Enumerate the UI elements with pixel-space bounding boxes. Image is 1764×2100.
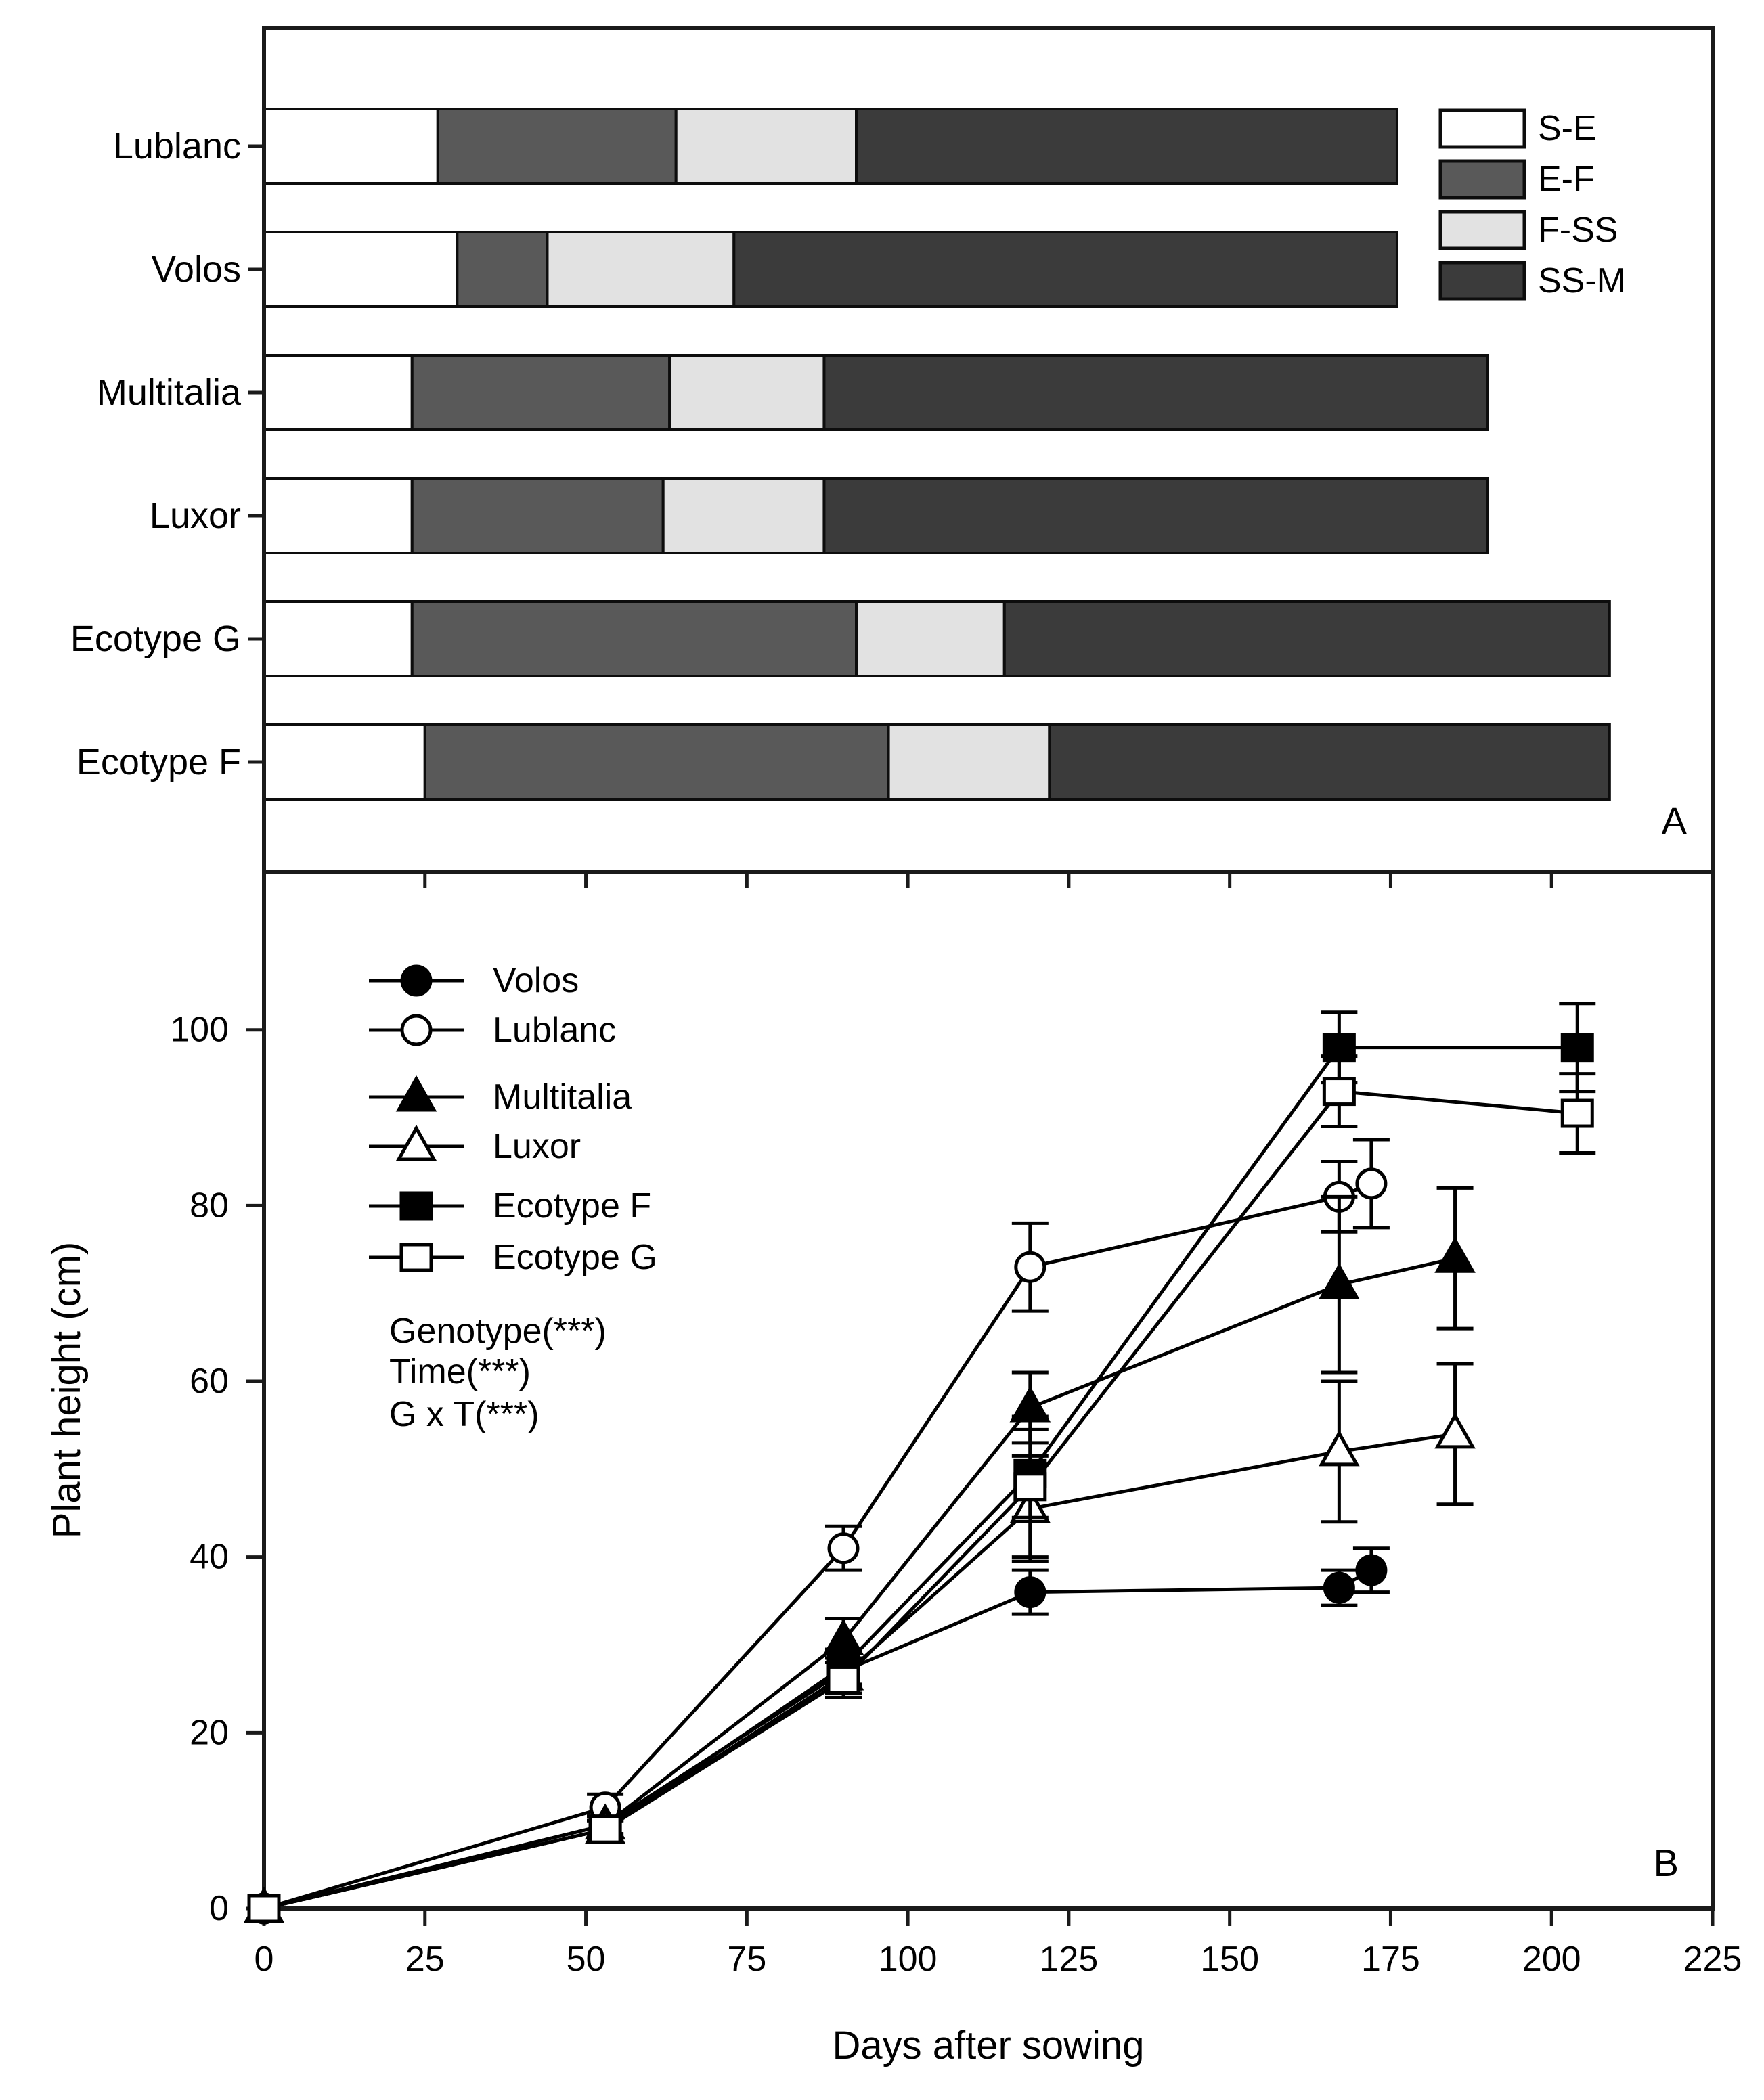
- legend-label: Ecotype F: [493, 1186, 652, 1226]
- panel-a-bar-multitalia: [264, 355, 1487, 430]
- stats-annotation: Genotype(***): [389, 1312, 607, 1351]
- data-point-marker-square-open: [590, 1816, 620, 1842]
- x-tick-label: 0: [254, 1940, 274, 1979]
- y-tick-label: 60: [190, 1362, 229, 1402]
- data-point-marker-triangle-open: [399, 1128, 434, 1159]
- series-luxor: [246, 1364, 1474, 1921]
- category-label: Multitalia: [96, 372, 241, 413]
- legend-swatch-f-ss: [1440, 212, 1524, 248]
- data-point-marker-square-open: [249, 1896, 279, 1921]
- x-tick-label: 225: [1683, 1940, 1742, 1979]
- x-tick-label: 200: [1522, 1940, 1581, 1979]
- y-tick-label: 20: [190, 1713, 229, 1753]
- legend-swatch-ss-m: [1440, 263, 1524, 299]
- legend-label: E-F: [1538, 160, 1595, 199]
- bar-segment-f-ss: [669, 355, 824, 430]
- legend-label: Luxor: [493, 1127, 581, 1166]
- bar-segment-e-f: [412, 602, 856, 676]
- panel-b-letter: B: [1653, 1841, 1679, 1884]
- x-tick-label: 125: [1039, 1940, 1099, 1979]
- panel-b-legend: [369, 961, 657, 1277]
- legend-row-lublanc: [369, 1010, 616, 1050]
- panel-b-annotations: [389, 1312, 607, 1434]
- bar-segment-e-f: [412, 478, 663, 553]
- panel-a: [70, 28, 1713, 888]
- bar-segment-e-f: [438, 109, 676, 183]
- category-label: Ecotype G: [70, 619, 241, 659]
- stats-annotation: Time(***): [389, 1352, 531, 1391]
- x-tick-label: 25: [405, 1940, 445, 1979]
- bar-segment-s-e: [264, 602, 412, 676]
- legend-row-multitalia: [369, 1077, 632, 1117]
- data-point-marker-circle-open: [402, 1016, 431, 1044]
- legend-row-volos: [369, 961, 579, 1000]
- stats-annotation: G x T(***): [389, 1395, 539, 1434]
- bar-segment-f-ss: [663, 478, 824, 553]
- bar-segment-e-f: [425, 725, 889, 799]
- y-tick-label: 100: [170, 1010, 229, 1050]
- data-point-marker-square-open: [1015, 1474, 1045, 1500]
- legend-row-luxor: [369, 1127, 581, 1166]
- y-tick-label: 0: [209, 1889, 229, 1928]
- legend-label: S-E: [1538, 109, 1597, 148]
- category-label: Ecotype F: [76, 742, 241, 782]
- x-tick-label: 75: [727, 1940, 767, 1979]
- x-tick-label: 50: [566, 1940, 606, 1979]
- bar-segment-ss-m: [824, 478, 1487, 553]
- legend-label: Multitalia: [493, 1077, 632, 1117]
- legend-swatch-e-f: [1440, 161, 1524, 198]
- x-axis-title: Days after sowing: [832, 2024, 1145, 2068]
- data-point-marker-square-open: [829, 1667, 858, 1693]
- bar-segment-ss-m: [824, 355, 1487, 430]
- data-point-marker-square-filled: [1562, 1035, 1592, 1060]
- y-axis-title: Plant height (cm): [45, 1241, 89, 1539]
- panel-b: [45, 872, 1742, 2068]
- legend-swatch-s-e: [1440, 110, 1524, 147]
- data-point-marker-square-filled: [401, 1193, 431, 1219]
- panel-a-letter: A: [1661, 799, 1687, 842]
- data-point-marker-circle-filled: [1016, 1578, 1044, 1607]
- panel-a-bar-luxor: [264, 478, 1487, 553]
- panel-a-legend: [1440, 109, 1626, 300]
- legend-row-ecotype-g: [369, 1238, 657, 1277]
- legend-label: F-SS: [1538, 210, 1618, 250]
- data-point-marker-triangle-open: [1438, 1416, 1473, 1447]
- bar-segment-f-ss: [889, 725, 1050, 799]
- bar-segment-ss-m: [1049, 725, 1609, 799]
- bar-segment-ss-m: [734, 232, 1397, 307]
- series-volos: [250, 1548, 1390, 1923]
- panel-a-bar-lublanc: [264, 109, 1397, 183]
- legend-label: Lublanc: [493, 1010, 617, 1050]
- bar-segment-e-f: [457, 232, 547, 307]
- panel-b-x-axis: [255, 1908, 1742, 2068]
- bar-segment-ss-m: [1005, 602, 1610, 676]
- panel-a-x-ticks: [264, 872, 1713, 888]
- series-line: [264, 1184, 1371, 1908]
- x-tick-label: 175: [1361, 1940, 1420, 1979]
- panel-a-bar-ecotype-g: [264, 602, 1610, 676]
- panel-a-bar-volos: [264, 232, 1397, 307]
- series-multitalia: [246, 1188, 1474, 1921]
- category-label: Volos: [151, 249, 241, 290]
- category-label: Luxor: [149, 495, 241, 536]
- legend-label: Volos: [493, 961, 579, 1000]
- series-ecotype-f: [249, 1004, 1595, 1921]
- data-point-marker-triangle-filled: [399, 1079, 434, 1110]
- data-point-marker-square-open: [401, 1245, 431, 1270]
- data-point-marker-circle-open: [829, 1534, 858, 1563]
- data-point-marker-triangle-filled: [1438, 1240, 1473, 1271]
- bar-segment-f-ss: [856, 602, 1005, 676]
- bar-segment-f-ss: [676, 109, 856, 183]
- x-tick-label: 150: [1200, 1940, 1260, 1979]
- bar-segment-s-e: [264, 725, 425, 799]
- series-ecotype-g: [249, 1056, 1595, 1921]
- bar-segment-s-e: [264, 355, 412, 430]
- data-point-marker-square-open: [1562, 1100, 1592, 1126]
- legend-label: SS-M: [1538, 261, 1626, 300]
- panel-a-bar-ecotype-f: [264, 725, 1610, 799]
- panel-b-y-axis: [45, 1010, 264, 1928]
- y-tick-label: 40: [190, 1537, 229, 1577]
- legend-label: Ecotype G: [493, 1238, 657, 1277]
- data-point-marker-square-open: [1324, 1079, 1354, 1104]
- data-point-marker-circle-open: [1357, 1169, 1386, 1198]
- bar-segment-f-ss: [547, 232, 734, 307]
- data-point-marker-circle-filled: [1357, 1556, 1386, 1584]
- category-label: Lublanc: [112, 126, 241, 166]
- x-tick-label: 100: [878, 1940, 938, 1979]
- y-tick-label: 80: [190, 1186, 229, 1226]
- bar-segment-s-e: [264, 478, 412, 553]
- data-point-marker-circle-open: [1016, 1253, 1044, 1281]
- bar-segment-ss-m: [856, 109, 1397, 183]
- bar-segment-s-e: [264, 109, 438, 183]
- data-point-marker-circle-filled: [402, 966, 431, 995]
- data-point-marker-circle-filled: [1325, 1573, 1353, 1602]
- series-line: [264, 1092, 1577, 1908]
- bar-segment-e-f: [412, 355, 669, 430]
- legend-row-ecotype-f: [369, 1186, 651, 1226]
- bar-segment-s-e: [264, 232, 457, 307]
